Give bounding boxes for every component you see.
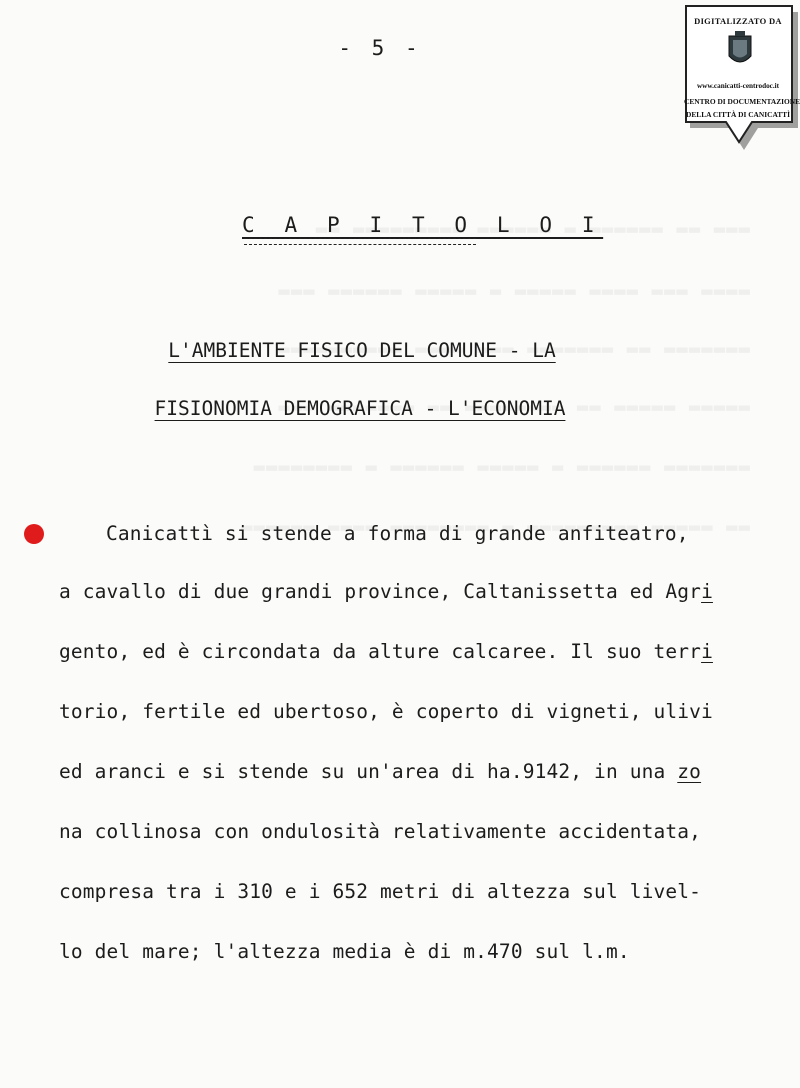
body-line-7: compresa tra i 310 e i 652 metri di altezza sul livel-	[59, 880, 702, 903]
bleed-through	[60, 280, 750, 302]
page-number: - 5 -	[338, 36, 422, 60]
body-line-2-underlined: i	[701, 580, 713, 603]
body-line-3-underlined: i	[701, 640, 713, 663]
bleed-through	[60, 456, 750, 478]
body-line-8: lo del mare; l'altezza media è di m.470 sul l.m.	[59, 940, 630, 963]
chapter-double-rule	[244, 238, 476, 245]
body-line-2	[59, 580, 713, 603]
body-line-2-text: a cavallo di due grandi province, Caltanissetta ed Agr	[59, 580, 702, 603]
body-line-5-underlined: zo	[677, 760, 702, 783]
body-line-5	[59, 760, 701, 783]
body-line-6: na collinosa con ondulosità relativamente accidentata,	[59, 820, 702, 843]
stamp-header: DIGITALIZZATO DA	[694, 16, 782, 26]
chapter-subtitle-line-1: L'AMBIENTE FISICO DEL COMUNE - LA	[168, 339, 556, 362]
body-line-4: torio, fertile ed ubertoso, è coperto di vigneti, ulivi	[59, 700, 713, 723]
stamp-center-line-1: CENTRO DI DOCUMENTAZIONE	[684, 97, 800, 106]
chapter-subtitle-line-2: FISIONOMIA DEMOGRAFICA - L'ECONOMIA	[154, 397, 566, 420]
city-crest-icon	[729, 31, 751, 62]
stamp-url: www.canicatti-centrodoc.it	[696, 82, 780, 90]
body-line-3-text: gento, ed è circondata da alture calcaree. Il suo terr	[59, 640, 702, 663]
body-line-5-text: ed aranci e si stende su un'area di ha.9142, in una	[59, 760, 678, 783]
red-marker-dot	[24, 524, 44, 544]
stamp-center-line-2: DELLA CITTÀ DI CANICATTÌ	[686, 110, 790, 119]
body-line-3	[59, 640, 713, 663]
chapter-title: C A P I T O L O I	[242, 213, 604, 237]
body-line-1: Canicattì si stende a forma di grande anfiteatro,	[106, 522, 689, 545]
